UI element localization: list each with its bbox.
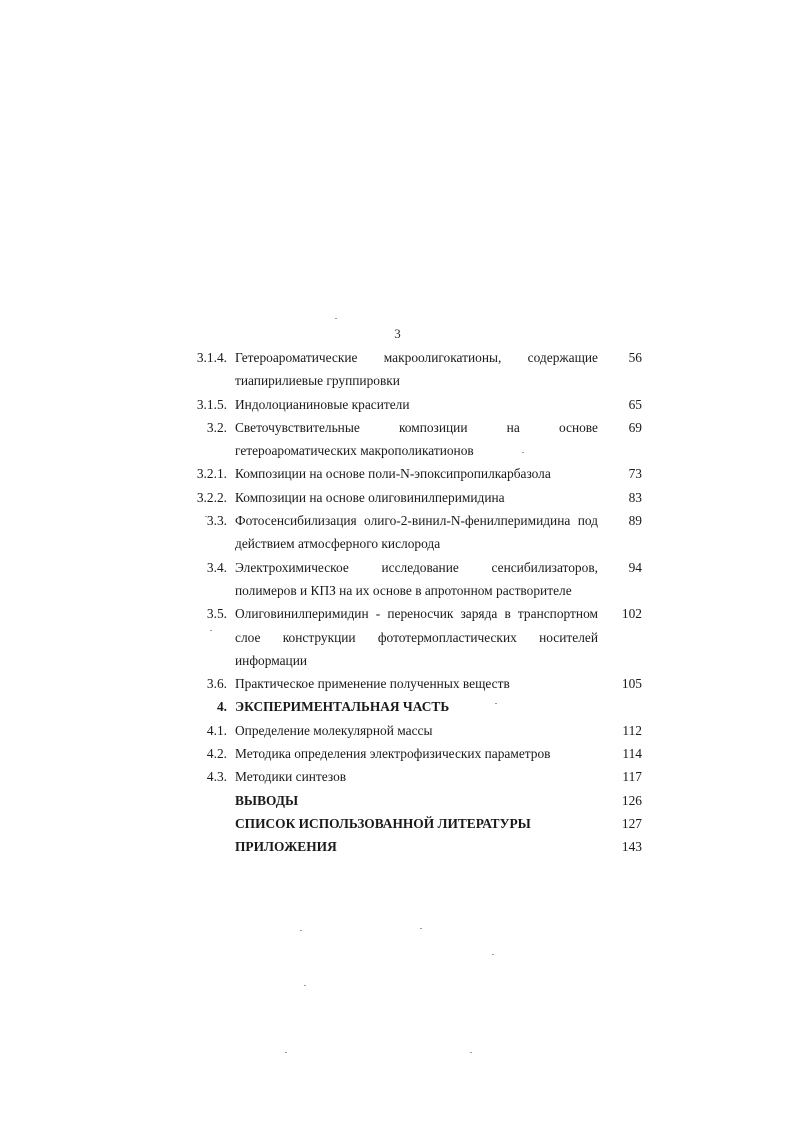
- toc-entry-title: ЭКСПЕРИМЕНТАЛЬНАЯ ЧАСТЬ: [235, 699, 450, 715]
- toc-section-heading: [190, 789, 642, 812]
- scan-speck: [285, 1052, 287, 1053]
- toc-entry-page: 94: [628, 559, 642, 575]
- table-of-contents: [190, 346, 642, 859]
- toc-entry-title: Определение молекулярной массы: [235, 722, 433, 738]
- scan-speck: [492, 954, 494, 955]
- toc-entry-page: 114: [622, 746, 642, 762]
- toc-entry-title: Методика определения электрофизических параметров: [235, 746, 551, 762]
- toc-entry-number: 4.3.: [206, 769, 227, 785]
- toc-entry-page: 56: [628, 350, 642, 365]
- toc-section-heading: [190, 835, 642, 858]
- scan-speck: [470, 1052, 472, 1053]
- scan-speck: [300, 930, 302, 931]
- toc-entry: [190, 509, 642, 556]
- toc-entry-page: 69: [628, 419, 642, 435]
- toc-entry: [190, 556, 642, 603]
- toc-entry: [190, 672, 642, 695]
- toc-entry: [190, 486, 642, 509]
- scan-speck: [495, 703, 497, 704]
- toc-entry-title: Практическое применение полученных веществ: [235, 676, 510, 692]
- scan-speck: [210, 630, 212, 631]
- toc-entry-number: 3.5.: [206, 606, 227, 622]
- toc-entry-number: 4.: [216, 699, 227, 715]
- toc-entry-page: 117: [622, 769, 642, 785]
- toc-entry-title: Композиции на основе олиговинилперимидина: [235, 489, 505, 505]
- scan-speck: [522, 452, 524, 453]
- toc-entry-title: Светочувствительные композиции на основе гетероароматических макрополикатионов: [235, 419, 598, 459]
- page-number: 3: [394, 326, 401, 341]
- toc-entry-title: ВЫВОДЫ: [235, 792, 299, 808]
- toc-entry: [190, 416, 642, 463]
- toc-entry-title: ПРИЛОЖЕНИЯ: [235, 839, 337, 855]
- toc-entry-title: Олиговинилперимидин - переносчик заряда в транспортном слое конструкции фототермопластических носителей информации: [235, 606, 598, 668]
- toc-entry-number: 3.1.4.: [196, 350, 227, 365]
- toc-entry-page: 65: [628, 396, 642, 412]
- toc-entry-title: Гетероароматические макроолигокатионы, содержащие тиапирилиевые группировки: [235, 350, 598, 389]
- toc-entry-number: 3.6.: [206, 676, 227, 692]
- toc-entry-number: 4.1.: [206, 722, 227, 738]
- toc-entry-page: 102: [621, 606, 642, 622]
- toc-entry: [190, 462, 642, 485]
- toc-entry-title: Электрохимическое исследование сенсибилизаторов, полимеров и КПЗ на их основе в апротонном растворителе: [235, 559, 598, 598]
- toc-entry-number: 4.2.: [206, 746, 227, 762]
- toc-entry-page: 126: [621, 792, 642, 808]
- toc-entry-number: 3.4.: [206, 559, 227, 575]
- toc-entry-page: 143: [621, 839, 642, 855]
- toc-entry: [190, 602, 642, 672]
- toc-entry-number: 3.2.1.: [196, 466, 227, 482]
- toc-section-heading: [190, 812, 642, 835]
- toc-entry-title: Фотосенсибилизация олиго-2-винил-N-фенилперимидина под действием атмосферного кислорода: [235, 513, 598, 552]
- toc-entry-number: 3.2.2.: [196, 489, 227, 505]
- toc-entry: [190, 742, 642, 765]
- toc-entry-title: Композиции на основе поли-N-эпоксипропилкарбазола: [235, 466, 551, 482]
- toc-entry-page: 105: [621, 676, 642, 692]
- scan-speck: [304, 985, 306, 986]
- toc-entry-title: Индолоцианиновые красители: [235, 396, 410, 412]
- toc-entry-page: 127: [621, 815, 642, 831]
- toc-entry-title: Методики синтезов: [235, 769, 347, 785]
- scan-speck: [205, 516, 207, 517]
- toc-entry-number: 3.1.5.: [196, 396, 227, 412]
- toc-entry-page: 73: [628, 466, 642, 482]
- scan-speck: [335, 318, 337, 319]
- toc-entry-number: 3.2.: [206, 419, 227, 435]
- toc-entry-number: 3.3.: [206, 513, 227, 529]
- toc-entry-page: 89: [628, 513, 642, 529]
- scan-speck: [420, 928, 422, 929]
- toc-entry-title: СПИСОК ИСПОЛЬЗОВАННОЙ ЛИТЕРАТУРЫ: [235, 815, 531, 831]
- toc-entry: [190, 719, 642, 742]
- toc-entry: [190, 393, 642, 416]
- toc-entry: [190, 765, 642, 788]
- toc-entry-page: 83: [628, 489, 642, 505]
- toc-section-heading: [190, 695, 642, 718]
- toc-entry: [190, 346, 642, 393]
- toc-entry-page: 112: [622, 722, 642, 738]
